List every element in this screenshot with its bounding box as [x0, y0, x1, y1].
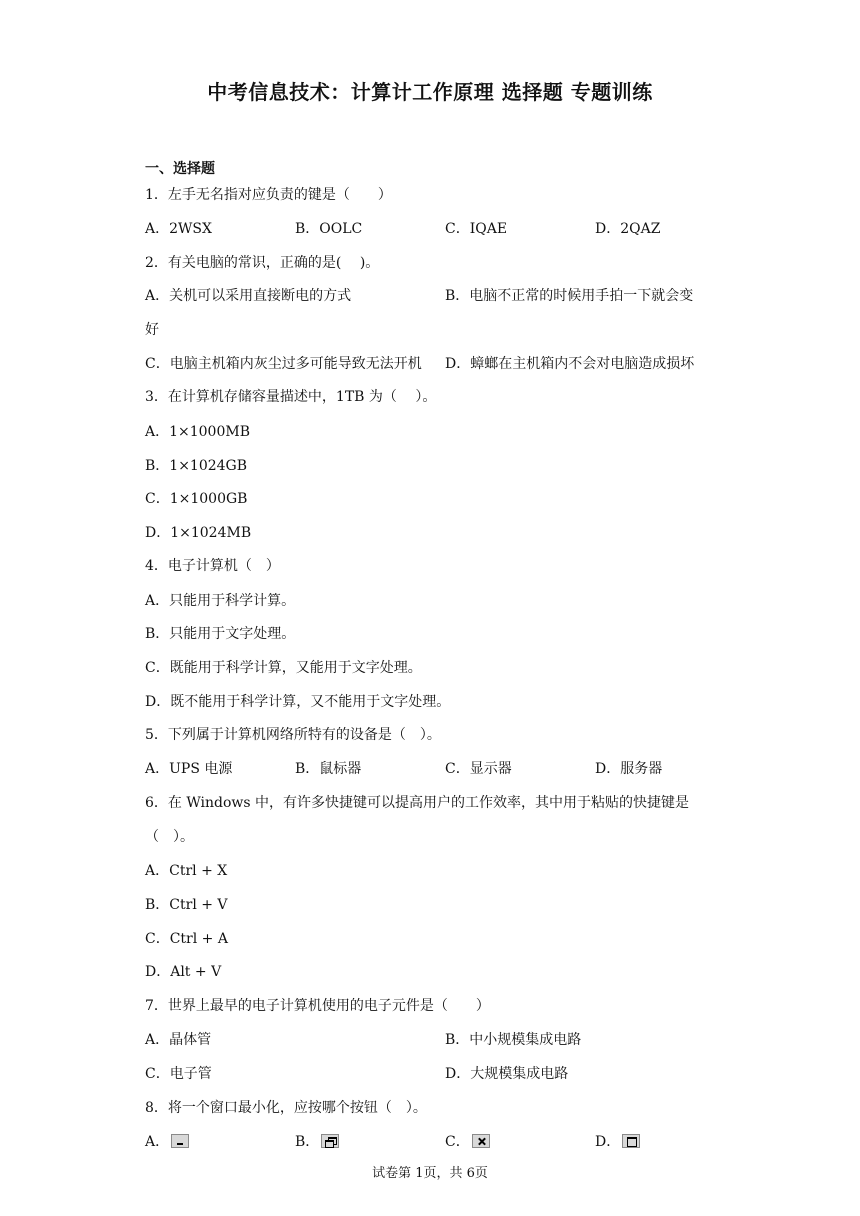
section-heading: 一、选择题 — [145, 161, 215, 177]
q8-option-a-label: A． — [145, 1134, 170, 1150]
restore-icon — [321, 1134, 339, 1148]
question-5-stem: 5．下列属于计算机网络所特有的设备是（ ）。 — [145, 727, 441, 743]
q1-option-a: A．2WSX — [145, 221, 212, 237]
q6-option-d: D．Alt + V — [145, 964, 222, 980]
q2-option-d: D．蟑螂在主机箱内不会对电脑造成损坏 — [445, 356, 695, 372]
q3-option-b: B．1×1024GB — [145, 458, 248, 474]
q7-option-a: A．晶体管 — [145, 1032, 212, 1048]
q8-option-b-label: B． — [295, 1134, 320, 1150]
question-8-stem: 8．将一个窗口最小化，应按哪个按钮（ ）。 — [145, 1100, 427, 1116]
q8-option-c — [445, 1133, 490, 1151]
q6-option-b: B．Ctrl + V — [145, 897, 228, 913]
q4-option-a: A．只能用于科学计算。 — [145, 593, 296, 609]
q4-option-d: D．既不能用于科学计算，又不能用于文字处理。 — [145, 694, 451, 710]
q1-option-b: B．OOLC — [295, 221, 363, 237]
q1-option-c: C．IQAE — [445, 221, 508, 237]
minimize-icon — [171, 1134, 189, 1148]
q3-option-d: D．1×1024MB — [145, 525, 252, 541]
q7-option-d: D．大规模集成电路 — [445, 1066, 569, 1082]
q4-option-b: B．只能用于文字处理。 — [145, 626, 296, 642]
page-title: 中考信息技术：计算计工作原理 选择题 专题训练 — [207, 80, 653, 104]
q2-option-a: A．关机可以采用直接断电的方式 — [145, 288, 352, 304]
question-3-stem: 3．在计算机存储容量描述中，1TB 为（ ）。 — [145, 389, 437, 405]
q6-option-a: A．Ctrl + X — [145, 863, 228, 879]
q5-option-b: B．鼠标器 — [295, 761, 362, 777]
q8-option-d-label: D． — [595, 1134, 621, 1150]
q7-option-b: B．中小规模集成电路 — [445, 1032, 582, 1048]
q2-option-b: B．电脑不正常的时候用手拍一下就会变 — [445, 288, 694, 304]
question-4-stem: 4．电子计算机（ ） — [145, 558, 280, 574]
q5-option-c: C．显示器 — [445, 761, 512, 777]
question-2-stem: 2．有关电脑的常识，正确的是( )。 — [145, 255, 380, 271]
q5-option-a: A．UPS 电源 — [145, 761, 233, 777]
q2-option-b-wrap: 好 — [145, 322, 159, 338]
q8-option-a — [145, 1133, 189, 1151]
question-1-stem: 1．左手无名指对应负责的键是（ ） — [145, 187, 392, 203]
question-7-stem: 7．世界上最早的电子计算机使用的电子元件是（ ） — [145, 998, 490, 1014]
q6-option-c: C．Ctrl + A — [145, 931, 228, 947]
q5-option-d: D．服务器 — [595, 761, 663, 777]
q3-option-a: A．1×1000MB — [145, 424, 250, 440]
q8-option-c-label: C． — [445, 1134, 470, 1150]
q8-option-b — [295, 1133, 339, 1151]
q2-option-c: C．电脑主机箱内灰尘过多可能导致无法开机 — [145, 356, 422, 372]
q8-option-d — [595, 1133, 640, 1151]
q1-option-d: D．2QAZ — [595, 221, 661, 237]
close-icon — [472, 1134, 490, 1148]
q4-option-c: C．既能用于科学计算，又能用于文字处理。 — [145, 660, 422, 676]
question-6-stem: 6．在 Windows 中，有许多快捷键可以提高用户的工作效率，其中用于粘贴的快捷键是 — [145, 795, 690, 811]
q3-option-c: C．1×1000GB — [145, 491, 248, 507]
page-footer: 试卷第 1页，共 6页 — [372, 1166, 488, 1181]
question-6-stem-cont: （ ）。 — [145, 829, 194, 845]
q7-option-c: C．电子管 — [145, 1066, 212, 1082]
maximize-icon — [622, 1134, 640, 1148]
